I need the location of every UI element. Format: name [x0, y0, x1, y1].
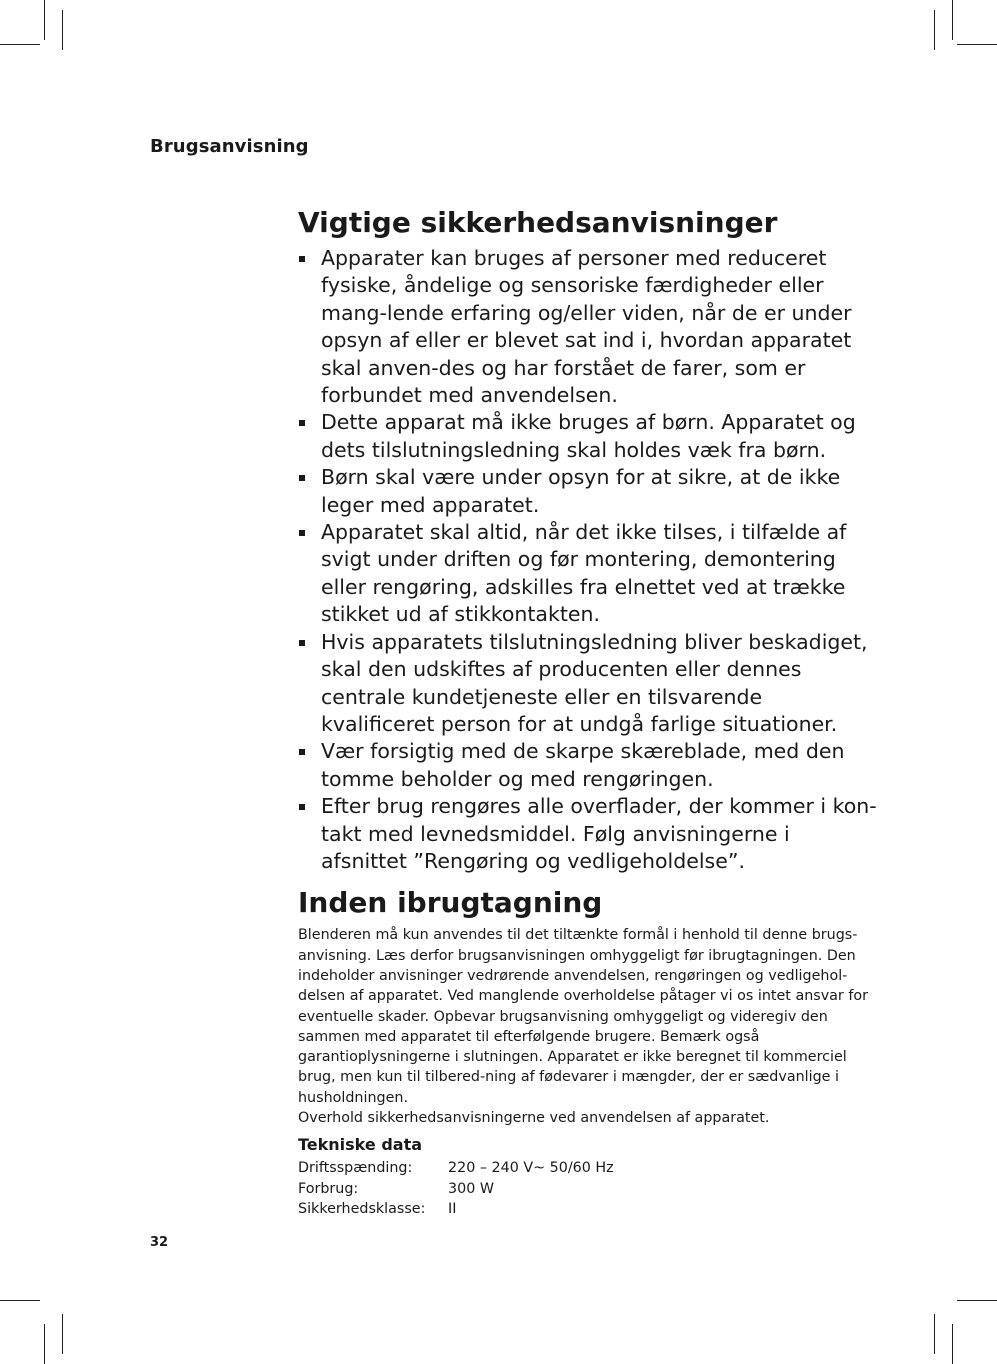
crop-mark — [62, 1314, 63, 1354]
technical-data-heading: Tekniske data — [298, 1135, 423, 1155]
crop-mark — [44, 1324, 45, 1364]
crop-mark — [934, 1314, 935, 1354]
safety-item-text: Apparatet skal altid, når det ikke tilses, i tilfælde af svigt under driften og før montering, demontering eller rengøring, adskilles fra elnettet ved at trække stikket ud af stikkontakten. — [321, 520, 847, 627]
spec-value: II — [448, 1200, 457, 1217]
crop-mark — [0, 1300, 40, 1301]
safety-item-text: Apparater kan bruges af personer med reduceret fysiske, åndelige og sensoriske færdigheder eller mang-lende erfaring og/eller viden, når de er under opsyn af eller er blevet sat ind i, hvordan apparatet skal anven-des og har forstået de farer, som er forbundet med anvendelsen. — [321, 246, 852, 408]
before-use-paragraph — [298, 925, 878, 1128]
square-bullet-icon — [299, 640, 305, 646]
safety-item — [298, 738, 878, 793]
safety-item — [298, 793, 878, 875]
spec-value: 300 W — [448, 1180, 494, 1197]
crop-mark — [952, 1324, 953, 1364]
safety-item-text: Vær forsigtig med de skarpe skæreblade, med den tomme beholder og med rengøringen. — [321, 739, 845, 791]
crop-mark — [934, 10, 935, 50]
square-bullet-icon — [299, 475, 305, 481]
safety-list — [298, 245, 878, 875]
spec-row — [298, 1179, 614, 1199]
crop-mark — [44, 0, 45, 40]
before-use-text: Blenderen må kun anvendes til det tiltænkte formål i henhold til denne brugs-anvisning. Læs derfor brugsanvisningen omhyggeligt før ibrugtagningen. Den indeholder anvisninger vedrørende anvendelsen, rengøringen og vedligehol-delsen af apparatet. Ved manglende overholdelse påtager vi os intet ansvar for eventuelle skader. Opbevar brugsanvisning omhyggeligt og videregiv den sammen med apparatet til efterfølgende brugere. Bemærk også garantioplysningerne i slutningen. Apparatet er ikke beregnet til kommerciel brug, men kun til tilbered-ning af fødevarer i mængder, der er sædvanlige i husholdningen. — [298, 927, 869, 1106]
before-use-heading: Inden ibrugtagning — [298, 886, 603, 920]
safety-item-text: Efter brug rengøres alle overflader, der kommer i kon-takt med levnedsmiddel. Følg anvisningerne i afsnittet ”Rengøring og vedligeholdelse”. — [321, 794, 877, 873]
safety-item — [298, 519, 878, 629]
spec-label: Driftsspænding: — [298, 1160, 413, 1177]
square-bullet-icon — [299, 749, 305, 755]
crop-mark — [952, 0, 953, 40]
spec-label: Forbrug: — [298, 1180, 359, 1197]
safety-item — [298, 464, 878, 519]
safety-item-text: Hvis apparatets tilslutningsledning bliver beskadiget, skal den udskiftes af producenten eller dennes centrale kundetjeneste eller en tilsvarende kvalificeret person for at undgå farlige situationer. — [321, 629, 868, 736]
safety-heading: Vigtige sikkerhedsanvisninger — [298, 206, 778, 239]
safety-item — [298, 245, 878, 409]
safety-item — [298, 409, 878, 464]
crop-mark — [62, 10, 63, 50]
safety-item-text: Børn skal være under opsyn for at sikre, at de ikke leger med apparatet. — [321, 465, 841, 517]
main-content — [298, 205, 878, 1219]
technical-data-table — [298, 1158, 614, 1219]
before-use-note: Overhold sikkerhedsanvisningerne ved anvendelsen af apparatet. — [298, 1110, 770, 1127]
spec-row — [298, 1199, 614, 1219]
square-bullet-icon — [299, 804, 305, 810]
spec-value: 220 – 240 V~ 50/60 Hz — [448, 1160, 614, 1177]
square-bullet-icon — [299, 530, 305, 536]
spec-row — [298, 1158, 614, 1178]
safety-item-text: Dette apparat må ikke bruges af børn. Apparatet og dets tilslutningsledning skal holdes væk fra børn. — [321, 410, 856, 462]
running-header: Brugsanvisning — [150, 136, 309, 157]
crop-mark — [957, 44, 997, 45]
crop-mark — [0, 44, 40, 45]
spec-label: Sikkerhedsklasse: — [298, 1200, 426, 1217]
crop-mark — [957, 1300, 997, 1301]
safety-item — [298, 629, 878, 739]
square-bullet-icon — [299, 256, 305, 262]
square-bullet-icon — [299, 420, 305, 426]
page-number: 32 — [150, 1235, 169, 1250]
